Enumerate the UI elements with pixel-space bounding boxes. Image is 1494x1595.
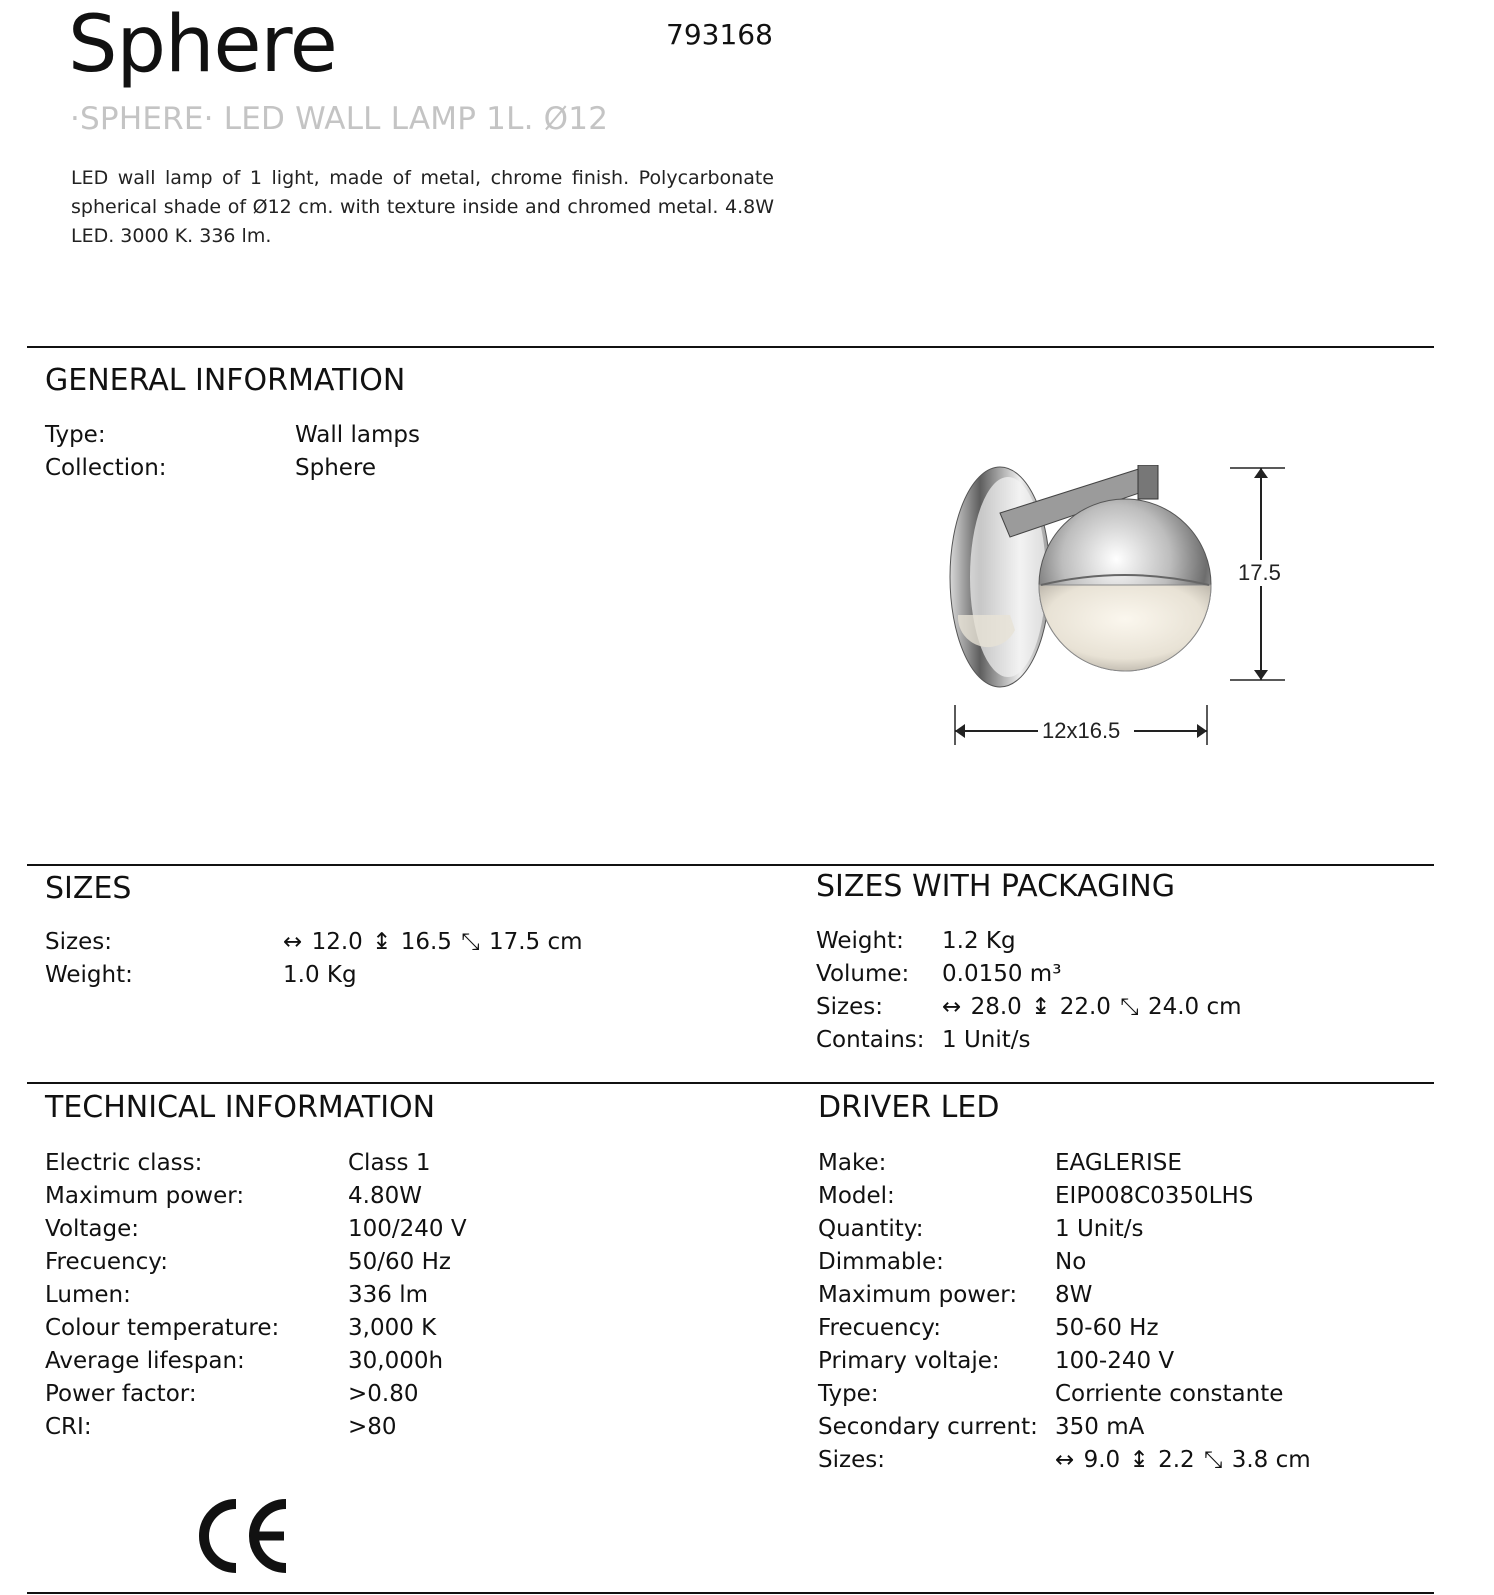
size-depth: 17.5 cm xyxy=(488,929,583,955)
size-width: 12.0 xyxy=(311,929,363,955)
row-label: Type: xyxy=(45,422,106,448)
row-label: Dimmable: xyxy=(818,1249,944,1275)
packaging-heading: SIZES WITH PACKAGING xyxy=(816,869,1175,904)
row-label: Secondary current: xyxy=(818,1414,1038,1440)
row-label: Model: xyxy=(818,1183,895,1209)
sizes-heading: SIZES xyxy=(45,871,132,906)
row-label: Power factor: xyxy=(45,1381,197,1407)
row-value: Class 1 xyxy=(348,1150,431,1176)
depth-arrow-icon: ⤡ xyxy=(461,929,480,955)
product-image xyxy=(940,465,1320,770)
row-label: Lumen: xyxy=(45,1282,131,1308)
row-value: 50/60 Hz xyxy=(348,1249,451,1275)
technical-heading: TECHNICAL INFORMATION xyxy=(45,1090,436,1125)
width-arrow-icon: ↔ xyxy=(1055,1447,1075,1473)
size-depth: 3.8 cm xyxy=(1231,1447,1311,1473)
row-value: 8W xyxy=(1055,1282,1093,1308)
row-value xyxy=(1055,1447,1313,1473)
row-label: Colour temperature: xyxy=(45,1315,280,1341)
row-label: Contains: xyxy=(816,1027,925,1053)
row-value xyxy=(942,994,1244,1020)
width-arrow-icon: ↔ xyxy=(283,929,303,955)
row-value: 0.0150 m³ xyxy=(942,961,1062,987)
row-value: 1.2 Kg xyxy=(942,928,1016,954)
size-width: 28.0 xyxy=(970,994,1022,1020)
product-title: Sphere xyxy=(68,0,337,90)
row-value: 100-240 V xyxy=(1055,1348,1175,1374)
product-reference: 793168 xyxy=(666,18,773,51)
row-value: 1 Unit/s xyxy=(942,1027,1031,1053)
size-height: 22.0 xyxy=(1059,994,1111,1020)
divider xyxy=(27,1082,1434,1084)
height-arrow-icon: ↨ xyxy=(1129,1447,1149,1473)
row-label: Sizes: xyxy=(816,994,883,1020)
size-height: 16.5 xyxy=(400,929,452,955)
height-arrow-icon: ↨ xyxy=(372,929,392,955)
row-label: Type: xyxy=(818,1381,879,1407)
row-label: Sizes: xyxy=(818,1447,885,1473)
size-height: 2.2 xyxy=(1158,1447,1195,1473)
general-info-heading: GENERAL INFORMATION xyxy=(45,363,406,398)
row-value: 1 Unit/s xyxy=(1055,1216,1144,1242)
row-label: Weight: xyxy=(45,962,133,988)
row-label: CRI: xyxy=(45,1414,92,1440)
width-arrow-icon: ↔ xyxy=(942,994,962,1020)
row-label: Collection: xyxy=(45,455,167,481)
row-label: Sizes: xyxy=(45,929,112,955)
divider xyxy=(27,346,1434,348)
row-value: EIP008C0350LHS xyxy=(1055,1183,1254,1209)
row-value: Corriente constante xyxy=(1055,1381,1284,1407)
size-width: 9.0 xyxy=(1083,1447,1121,1473)
lamp-glass xyxy=(1039,585,1211,671)
divider xyxy=(27,1592,1434,1594)
row-label: Weight: xyxy=(816,928,904,954)
row-value: No xyxy=(1055,1249,1087,1275)
depth-arrow-icon: ⤡ xyxy=(1120,994,1139,1020)
row-label: Maximum power: xyxy=(45,1183,245,1209)
row-value: >80 xyxy=(348,1414,397,1440)
row-value: EAGLERISE xyxy=(1055,1150,1182,1176)
row-label: Average lifespan: xyxy=(45,1348,245,1374)
row-value: 1.0 Kg xyxy=(283,962,357,988)
row-value xyxy=(283,929,585,955)
row-value: 100/240 V xyxy=(348,1216,467,1242)
row-value: 30,000h xyxy=(348,1348,444,1374)
row-value: Wall lamps xyxy=(295,422,420,448)
product-subtitle: ·SPHERE· LED WALL LAMP 1L. Ø12 xyxy=(70,101,609,137)
row-value: 50-60 Hz xyxy=(1055,1315,1159,1341)
depth-arrow-icon: ⤡ xyxy=(1203,1447,1223,1473)
ce-mark-icon xyxy=(194,1498,290,1574)
row-label: Make: xyxy=(818,1150,887,1176)
row-value: 4.80W xyxy=(348,1183,422,1209)
row-label: Frecuency: xyxy=(45,1249,168,1275)
divider xyxy=(27,864,1434,866)
height-dimension-label: 17.5 xyxy=(1238,560,1281,585)
product-description: LED wall lamp of 1 light, made of metal, chrome finish. Polycarbonate spherical shade of Ø12 cm. with texture inside and chromed metal. 4.8W LED. 3000 K. 336 lm. xyxy=(71,167,774,247)
height-arrow-icon: ↨ xyxy=(1031,994,1051,1020)
row-label: Electric class: xyxy=(45,1150,203,1176)
row-value: 350 mA xyxy=(1055,1414,1145,1440)
row-label: Maximum power: xyxy=(818,1282,1018,1308)
row-label: Frecuency: xyxy=(818,1315,941,1341)
driver-heading: DRIVER LED xyxy=(818,1090,1000,1125)
size-depth: 24.0 cm xyxy=(1147,994,1242,1020)
row-label: Primary voltaje: xyxy=(818,1348,1000,1374)
width-dimension-label: 12x16.5 xyxy=(1042,718,1121,743)
row-value: 3,000 K xyxy=(348,1315,437,1341)
row-label: Quantity: xyxy=(818,1216,924,1242)
row-value: 336 lm xyxy=(348,1282,429,1308)
row-label: Voltage: xyxy=(45,1216,140,1242)
row-value: >0.80 xyxy=(348,1381,419,1407)
row-value: Sphere xyxy=(295,455,377,481)
row-label: Volume: xyxy=(816,961,910,987)
